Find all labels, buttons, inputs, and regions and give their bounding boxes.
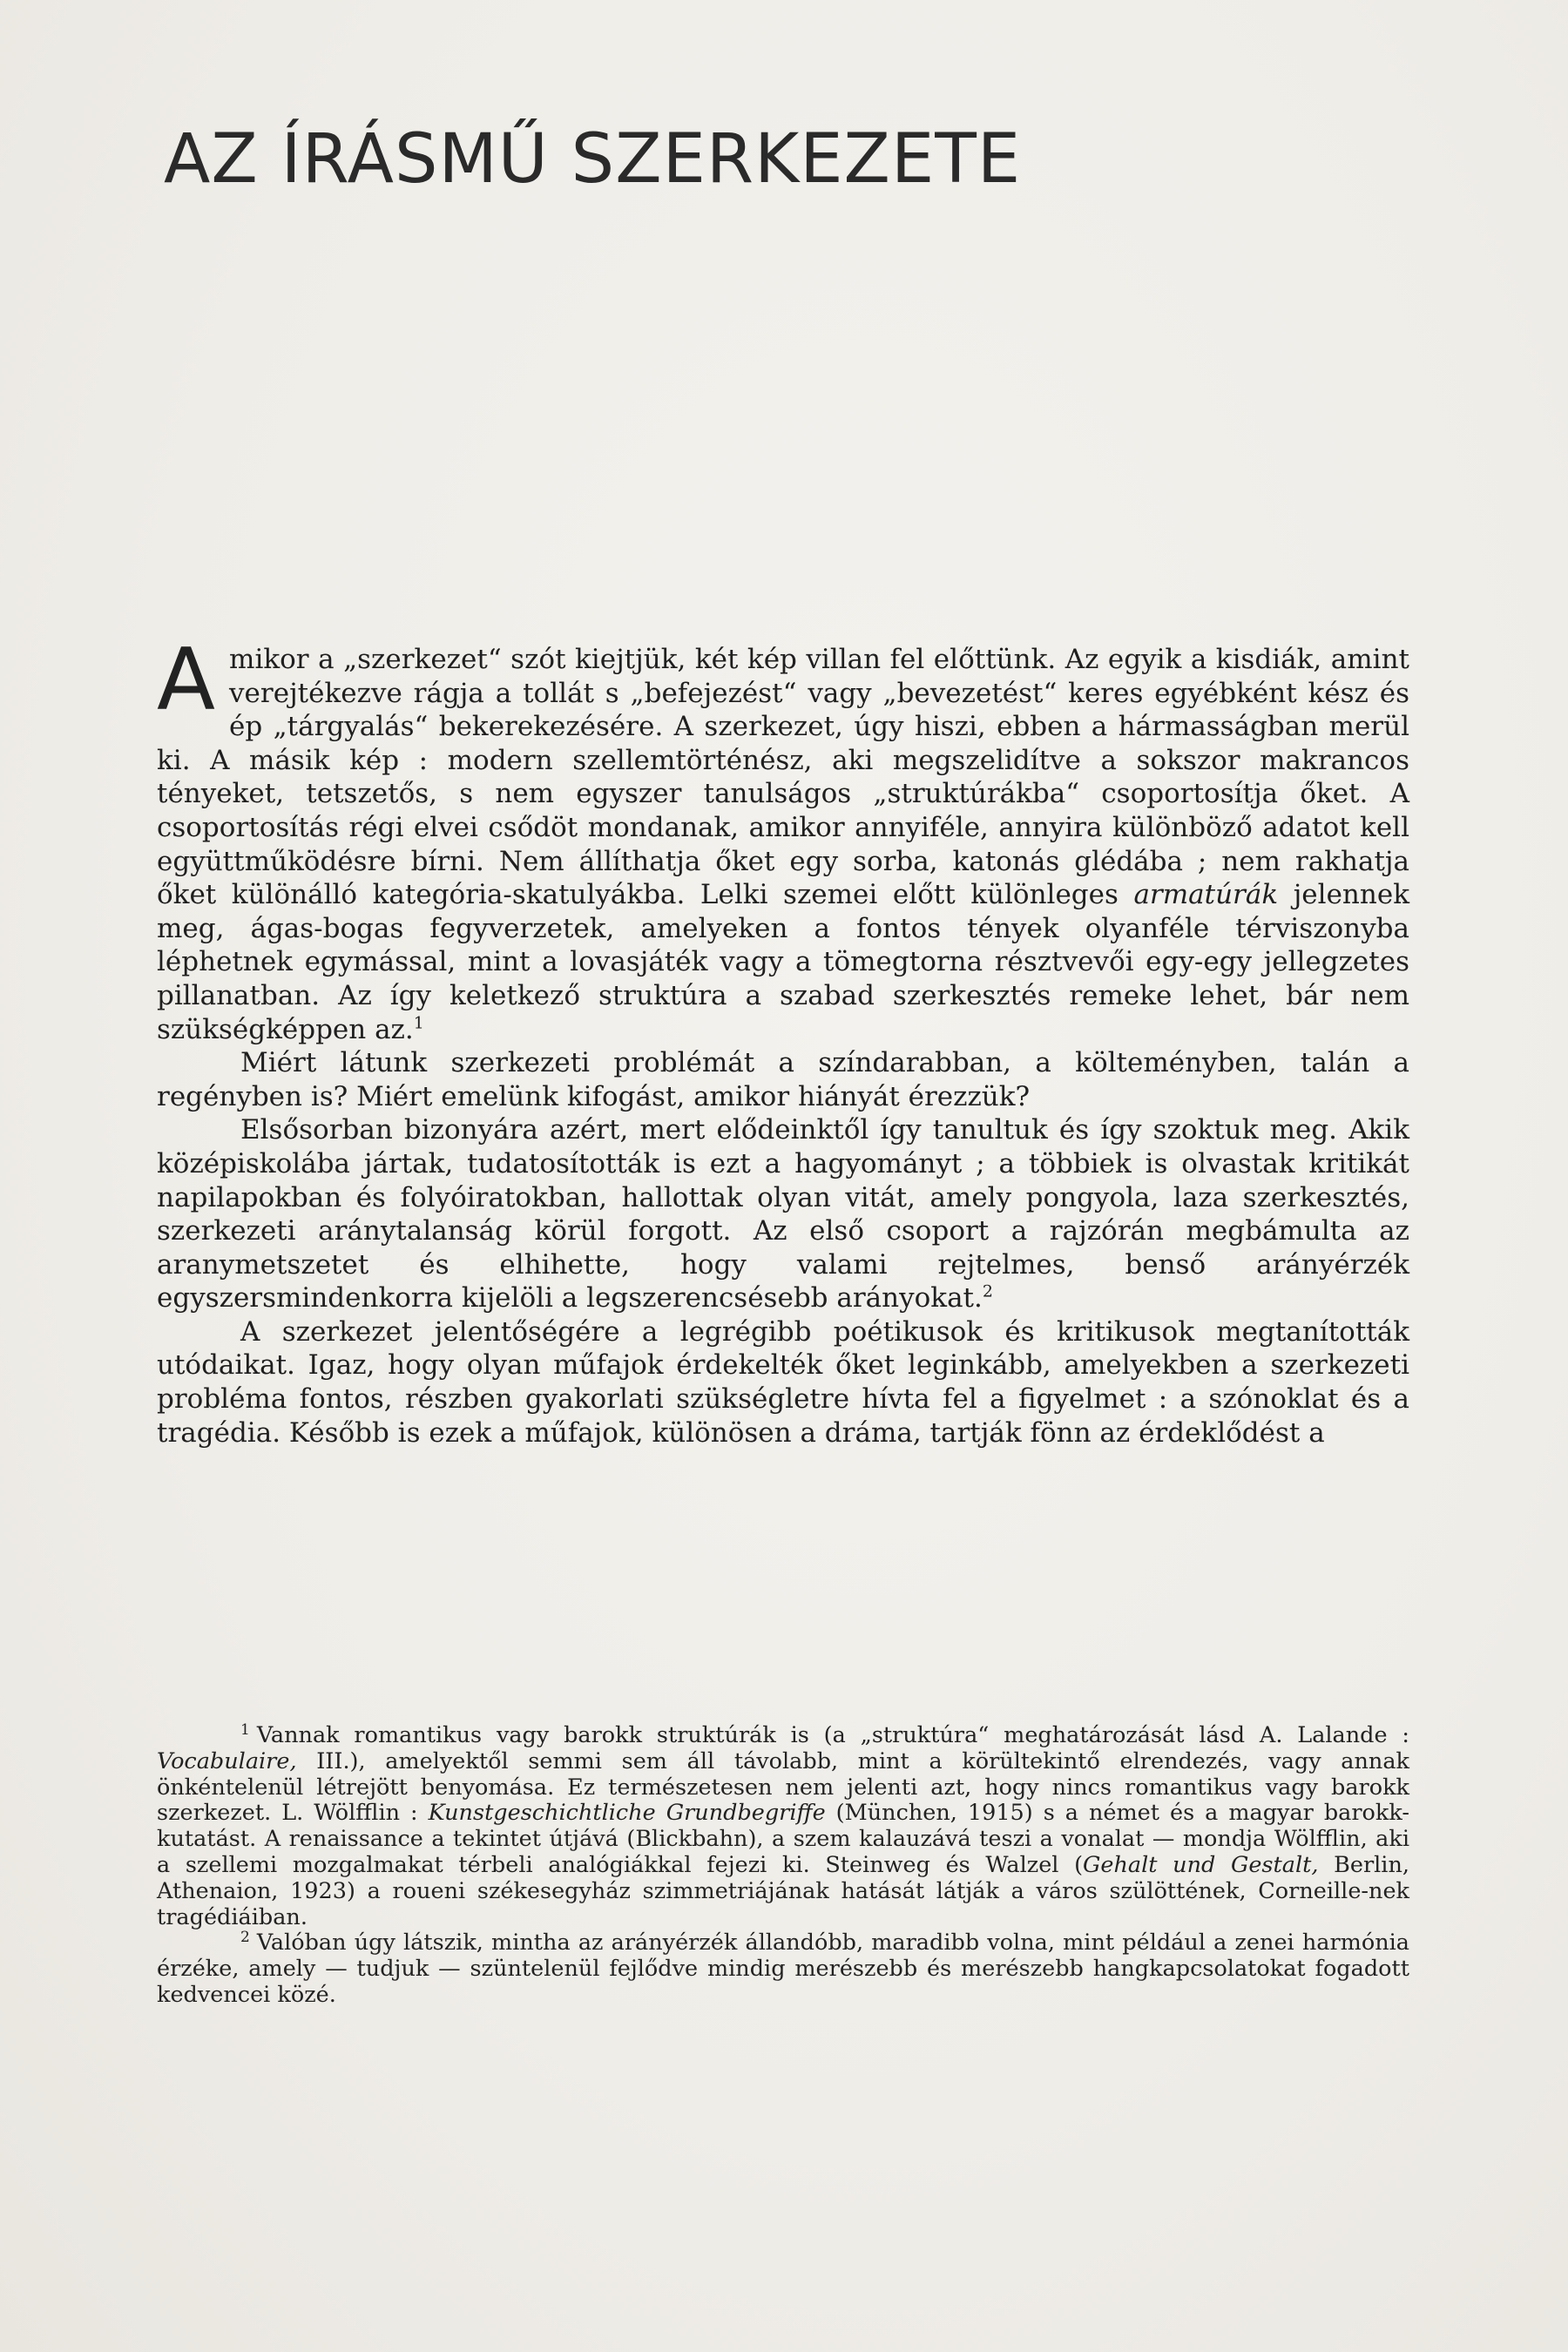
footnote-1-number: 1 [240,1720,250,1739]
paragraph-1 [157,631,1409,1046]
drop-cap: A [157,631,216,730]
footnote-ref-1[interactable]: 1 [413,1013,424,1033]
footnote-2-text: Valóban úgy látszik, mintha az arányérzék állandóbb, maradibb volna, mint például a zenei harmónia érzéke, amely — tudjuk — szüntelenül fejlődve mindig merészebb és merészebb hangkapcsolatokat fogadott kedvencei közé. [157,1930,1409,2008]
footnote-1-part-d: Berlin, Athenaion, 1923) a roueni székesegyház szimmetriájának hatását látják a város szülöttének, Corneille-nek tragédiáiban. [157,1851,1409,1930]
paragraph-1-emphasis: armatúrák [1133,879,1279,911]
footnotes [157,1720,1409,2009]
footnote-2-number: 2 [240,1928,250,1946]
paragraph-3-text: Elsősorban bizonyára azért, mert elődeinktől így tanultuk és így szoktuk meg. Akik középiskolába jártak, tudatosították is ezt a hagyományt ; a többiek is olvastak kritikát napilapokban és folyóiratokban, hallottak olyan vitát, amely pongyola, laza szerkesztés, szerkezeti aránytalanság körül forgott. Az első csoport a rajzórán megbámulta az aranymetszetet és elhihette, hogy valami rejtelmes, benső arányérzék egyszersmindenkorra kijelöli a legszerencsésebb arányokat. [157,1114,1409,1315]
footnote-1-vocabulaire: Vocabulaire, [157,1747,297,1774]
paragraph-3 [157,1113,1409,1315]
main-text [157,631,1409,1450]
footnote-1-grundbegriffe: Kunstgeschichtliche Grundbegriffe [428,1800,826,1827]
footnote-1 [157,1720,1409,1930]
paragraph-1-part-2: jelennek meg, ágas-bogas fegyverzetek, amelyeken a fontos tények olyanféle térviszonyba léphetnek egymással, mint a lovasjáték vagy a tömegtorna résztvevői egy-egy jellegzetes pillanatban. Az így keletkező struktúra a szabad szerkesztés remeke lehet, bár nem szükségképpen az. [157,879,1409,1045]
footnote-ref-2[interactable]: 2 [982,1281,993,1301]
footnote-1-gehalt: Gehalt und Gestalt, [1083,1851,1319,1878]
footnote-2 [157,1930,1409,2008]
paragraph-1-part-1: mikor a „szerkezet“ szót kiejtjük, két kép villan fel előttünk. Az egyik a kisdiák, amint verejtékezve rágja a tollát s „befejezést“ vagy „bevezetést“ keres egyébként kész és ép „tárgyalás“ bekerekezésére. A szerkezet, úgy hiszi, ebben a hármasságban merül ki. A másik kép : modern szellemtörténész, aki megszelidítve a sokszor makrancos tényeket, tetszetős, s nem egyszer tanulságos „struktúrákba“ csoportosítja őket. A csoportosítás régi elvei csődöt mondanak, amikor annyiféle, annyira különböző adatot kell együttműködésre bírni. Nem állíthatja őket egy sorba, katonás glédába ; nem rakhatja őket különálló kategória-skatulyákba. Lelki szemei előtt különleges [157,644,1409,911]
footnote-1-part-c: (München, 1915) s a német és a magyar barokk-kutatást. A renaissance a tekintet útjává (Blickbahn), a szem kalauzává teszi a vonalat — mondja Wölfflin, aki a szellemi mozgalmakat térbeli analógiákkal fejezi ki. Steinweg és Walzel ( [157,1800,1409,1878]
paragraph-4: A szerkezet jelentőségére a legrégibb poétikusok és kritikusok megtanították utódaikat. Igaz, hogy olyan műfajok érdekelték őket leginkább, amelyekben a szerkezeti probléma fontos, részben gyakorlati szükségletre hívta fel a figyelmet : a szónoklat és a tragédia. Később is ezek a műfajok, különösen a dráma, tartják fönn az érdeklődést a [157,1315,1409,1449]
paragraph-2: Miért látunk szerkezeti problémát a színdarabban, a költeményben, talán a regényben is? Miért emelünk kifogást, amikor hiányát érezzük? [157,1047,1409,1112]
chapter-title: AZ ÍRÁSMŰ SZERKEZETE [164,120,1022,199]
footnote-1-part-b: III.), amelyektől semmi sem áll távolabb, mint a körültekintő elrendezés, vagy annak önkéntelenül létrejött benyomása. Ez természetesen nem jelenti azt, hogy nincs romantikus vagy barokk szerkezet. L. Wölfflin : [157,1747,1409,1827]
footnote-1-part-a: Vannak romantikus vagy barokk struktúrák is (a „struktúra“ meghatározását lásd A. Lalande : [256,1722,1409,1748]
